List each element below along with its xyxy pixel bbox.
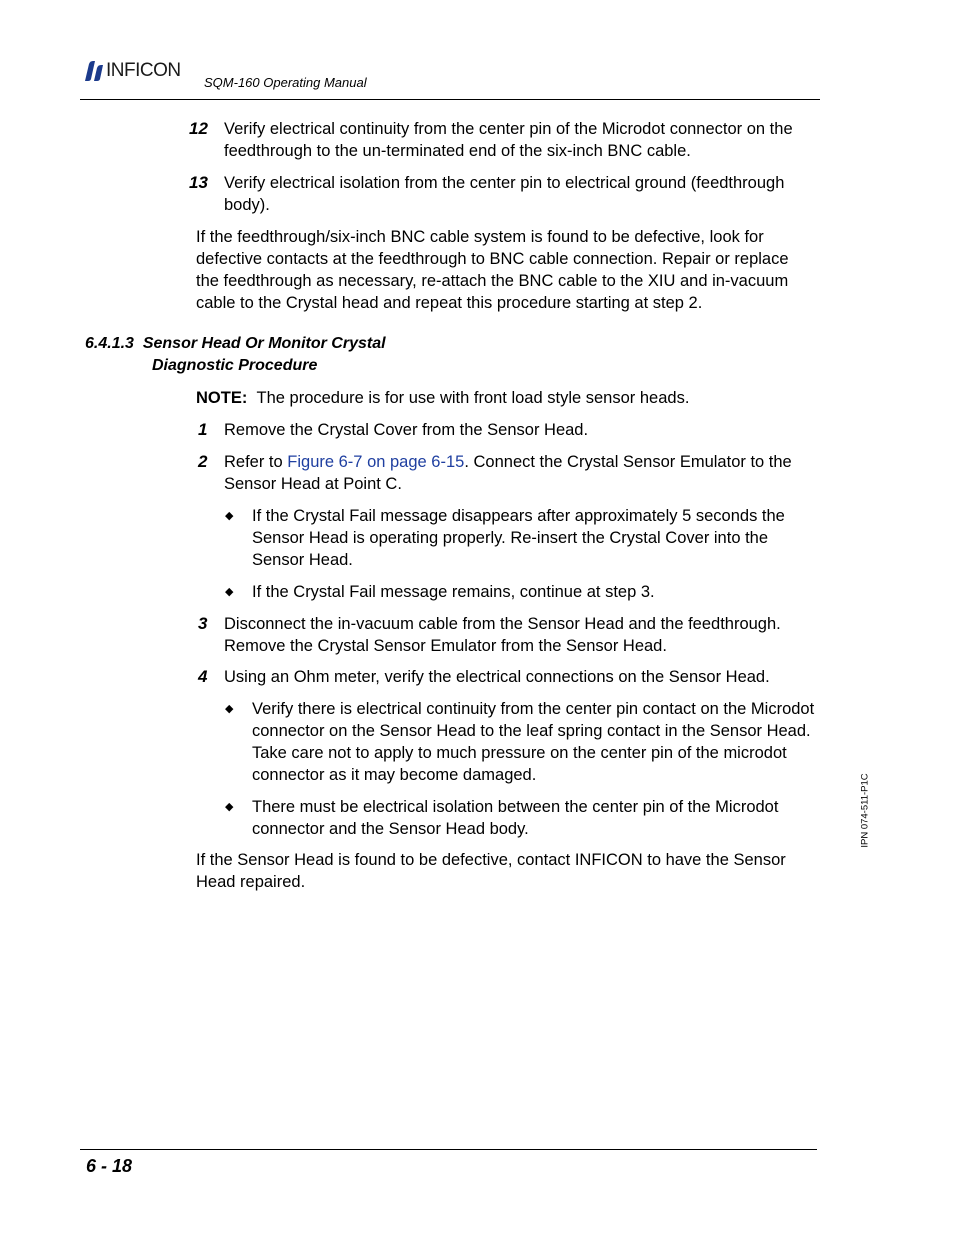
step-number: 3 <box>198 614 208 633</box>
bullet-text: Verify there is electrical continuity from the center pin contact on the Microdot connector on the Sensor Head to the leaf spring contact in the Sensor Head. Take care not to apply to much pressure on the center pin of the microdot connector as it may become damaged. <box>252 700 815 784</box>
step-text: Using an Ohm meter, verify the electrical connections on the Sensor Head. <box>224 668 770 686</box>
section-heading <box>85 333 386 355</box>
document-title: SQM-160 Operating Manual <box>204 75 367 90</box>
bullet-text: If the Crystal Fail message disappears after approximately 5 seconds the Sensor Head is operating properly. Re-insert the Crystal Cover into the Sensor Head. <box>252 507 785 569</box>
diamond-bullet-icon: ◆ <box>225 801 234 813</box>
note-text: The procedure is for use with front load style sensor heads. <box>256 389 690 407</box>
step-text <box>224 451 819 495</box>
page-number: 6 - 18 <box>86 1156 133 1176</box>
section-title-line1: Sensor Head Or Monitor Crystal <box>142 335 386 352</box>
ipn-code: IPN 074-511-P1C <box>859 773 871 848</box>
section-title-line2: Diagnostic Procedure <box>152 357 318 374</box>
feedthrough-paragraph: If the feedthrough/six-inch BNC cable system is found to be defective, look for defective contacts at the feedthrough to BNC cable connection. Repair or replace the feedthrough as necessary, re-attach the BNC cable to the XIU and in-vacuum cable to the Crystal head and repeat this procedure starting at step 2. <box>196 228 789 312</box>
step-text-suffix: . Connect the Crystal Sensor Emulator to the Sensor Head at Point C. <box>224 453 792 493</box>
diamond-bullet-icon: ◆ <box>225 703 234 715</box>
header-divider <box>80 99 820 100</box>
bullet-text: If the Crystal Fail message remains, continue at step 3. <box>252 583 655 601</box>
step-number: 12 <box>189 119 208 138</box>
figure-reference-link[interactable]: Figure 6-7 on page 6-15 <box>287 453 465 471</box>
step-text-prefix: Refer to <box>224 453 288 471</box>
step-text: Remove the Crystal Cover from the Sensor Head. <box>224 421 589 439</box>
note <box>196 387 689 409</box>
final-paragraph: If the Sensor Head is found to be defective, contact INFICON to have the Sensor Head repaired. <box>196 851 786 891</box>
step-number: 1 <box>198 420 208 439</box>
note-label: NOTE: <box>196 389 248 407</box>
section-number: 6.4.1.3 <box>85 335 134 352</box>
diamond-bullet-icon: ◆ <box>225 510 234 522</box>
step-number: 2 <box>198 452 208 471</box>
bullet-text: There must be electrical isolation between the center pin of the Microdot connector and the Sensor Head body. <box>252 798 779 838</box>
step-text: Verify electrical continuity from the center pin of the Microdot connector on the feedthrough to the un-terminated end of the six-inch BNC cable. <box>224 120 793 160</box>
step-number: 4 <box>198 667 208 686</box>
brand-name: INFICON <box>106 60 181 81</box>
diamond-bullet-icon: ◆ <box>225 586 234 598</box>
step-number: 13 <box>189 173 208 192</box>
inficon-logo-icon <box>82 60 104 82</box>
step-text: Verify electrical isolation from the center pin to electrical ground (feedthrough body). <box>224 174 785 214</box>
footer-divider <box>80 1149 817 1150</box>
step-text: Disconnect the in-vacuum cable from the Sensor Head and the feedthrough. Remove the Crystal Sensor Emulator from the Sensor Head. <box>224 615 781 655</box>
